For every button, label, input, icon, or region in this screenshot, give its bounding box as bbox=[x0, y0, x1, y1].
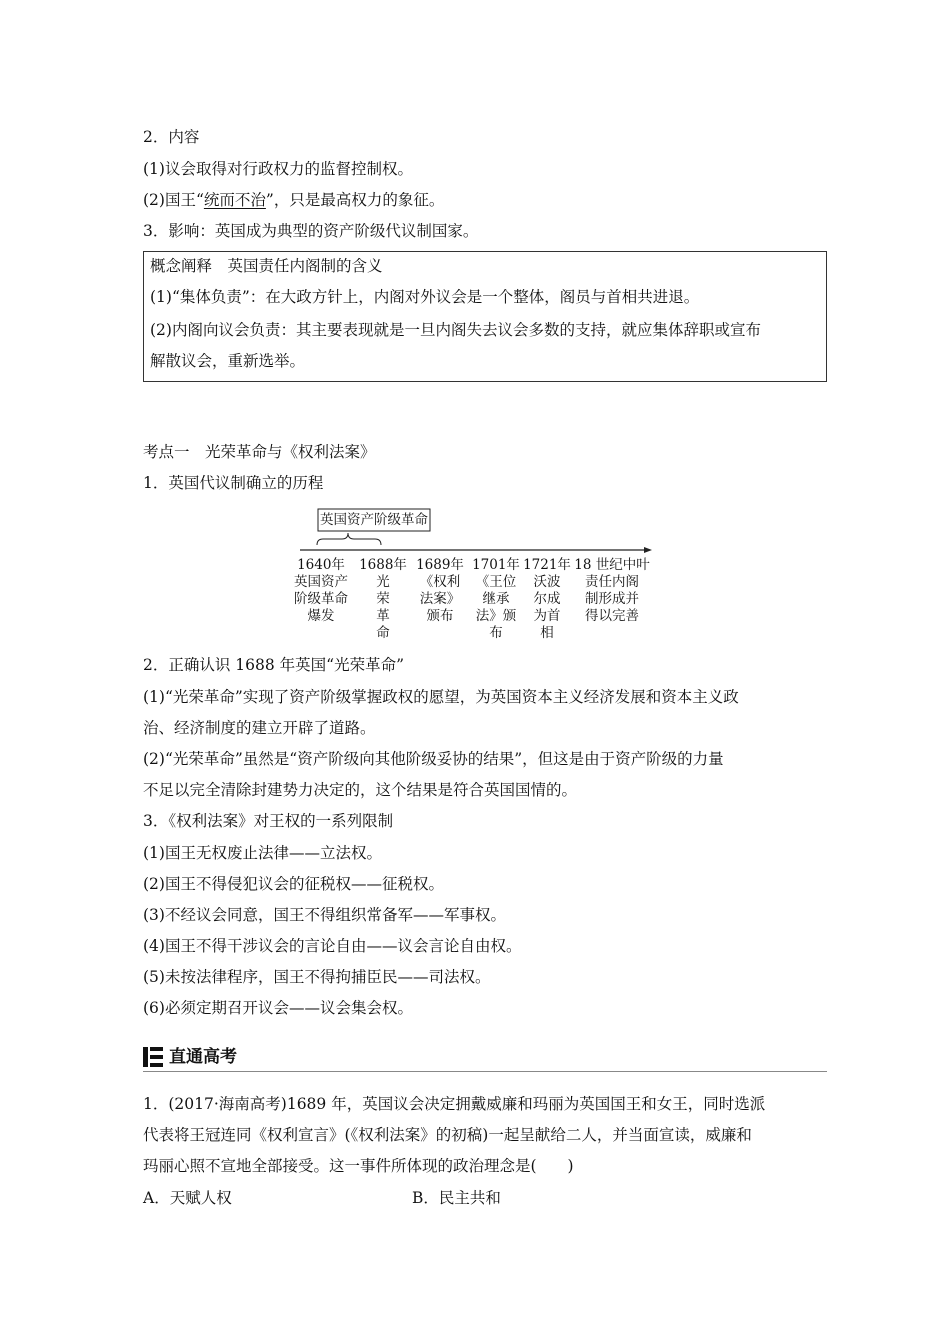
timeline-event-text: 阶级革命 bbox=[294, 591, 348, 607]
question1-line2: 代表将王冠连同《权利宣言》(《权利法案》的初稿)一起呈献给二人，并当面宣读，威廉和 bbox=[143, 1126, 752, 1144]
underlined-term: 统而不治 bbox=[203, 191, 266, 209]
section2-heading: 2．正确认识 1688 年英国“光荣革命” bbox=[143, 656, 405, 674]
question1-line3: 玛丽心照不宣地全部接受。这一事件所体现的政治理念是( ) bbox=[143, 1157, 574, 1175]
timeline-event-text: 法》颁 bbox=[475, 608, 517, 624]
heading-content: 2．内容 bbox=[143, 128, 200, 146]
timeline-arrow bbox=[644, 547, 652, 553]
heading-influence: 3．影响：英国成为典型的资产阶级代议制国家。 bbox=[143, 222, 479, 240]
section2-p2-line2: 不足以完全清除封建势力决定的，这个结果是符合英国国情的。 bbox=[143, 781, 578, 799]
restriction-item: (2)国王不得侵犯议会的征税权——征税权。 bbox=[143, 875, 444, 893]
timeline-event-text: 相 bbox=[540, 625, 554, 641]
timeline-event-text: 颁布 bbox=[426, 608, 454, 624]
timeline-event-text: 命 bbox=[376, 625, 390, 641]
timeline-event-text: 法案》 bbox=[419, 591, 461, 607]
content-item-2-pre: (2)国王“ bbox=[143, 191, 204, 209]
timeline-diagram bbox=[290, 505, 670, 645]
timeline-event-text: 革 bbox=[376, 608, 390, 624]
restriction-item: (1)国王无权废止法律——立法权。 bbox=[143, 844, 382, 862]
timeline-event-text: 尔成 bbox=[533, 591, 561, 607]
restriction-item: (6)必须定期召开议会——议会集会权。 bbox=[143, 999, 413, 1017]
timeline-event-text: 沃波 bbox=[533, 574, 561, 590]
kaodian-title: 考点一 光荣革命与《权利法案》 bbox=[143, 443, 376, 461]
timeline-event-year: 1701年 bbox=[472, 557, 520, 573]
timeline-event-text: 责任内阁 bbox=[585, 574, 639, 590]
timeline-event-text: 制形成并 bbox=[585, 591, 639, 607]
content-item-1: (1)议会取得对行政权力的监督控制权。 bbox=[143, 160, 413, 178]
content-item-2 bbox=[143, 189, 444, 211]
timeline-event-text: 爆发 bbox=[307, 608, 335, 624]
section-divider bbox=[143, 1071, 827, 1072]
concept-point-2-line1: (2)内阁向议会负责：其主要表现就是一旦内阁失去议会多数的支持，就应集体辞职或宣布 bbox=[150, 321, 761, 339]
section-bars-icon bbox=[143, 1047, 163, 1067]
timeline-event-text: 布 bbox=[489, 625, 503, 641]
option-b[interactable]: B．民主共和 bbox=[412, 1189, 501, 1207]
section2-p2-line1: (2)“光荣革命”虽然是“资产阶级向其他阶级妥协的结果”，但这是由于资产阶级的力量 bbox=[143, 750, 724, 768]
concept-box bbox=[143, 251, 827, 382]
timeline-event-text: 《权利 bbox=[419, 574, 461, 590]
restriction-item: (5)未按法律程序，国王不得拘捕臣民——司法权。 bbox=[143, 968, 491, 986]
concept-point-1: (1)“集体负责”：在大政方针上，内阁对外议会是一个整体，阁员与首相共进退。 bbox=[150, 288, 700, 306]
timeline-event-text: 得以完善 bbox=[585, 608, 639, 624]
timeline-event-text: 荣 bbox=[376, 591, 390, 607]
section2-p1-line1: (1)“光荣革命”实现了资产阶级掌握政权的愿望，为英国资本主义经济发展和资本主义政 bbox=[143, 688, 739, 706]
restriction-item: (4)国王不得干涉议会的言论自由——议会言论自由权。 bbox=[143, 937, 522, 955]
bracket-label: 英国资产阶级革命 bbox=[320, 512, 428, 528]
section2-p1-line2: 治、经济制度的建立开辟了道路。 bbox=[143, 719, 376, 737]
timeline-event bbox=[286, 557, 356, 625]
question1-line1: 1．(2017·海南高考)1689 年，英国议会决定拥戴威廉和玛丽为英国国王和女王，同时选派 bbox=[143, 1095, 766, 1113]
timeline-event-year: 1689年 bbox=[416, 557, 464, 573]
timeline-event-text: 继承 bbox=[482, 591, 510, 607]
timeline-event bbox=[353, 557, 413, 642]
kaodian-subtitle: 1．英国代议制确立的历程 bbox=[143, 474, 324, 492]
timeline-event-text: 为首 bbox=[533, 608, 561, 624]
timeline-event bbox=[517, 557, 577, 642]
timeline-event-year: 1721年 bbox=[523, 557, 571, 573]
timeline-event-year: 1640年 bbox=[297, 557, 345, 573]
timeline-event bbox=[410, 557, 470, 625]
section3-heading: 3．《权利法案》对王权的一系列限制 bbox=[143, 812, 394, 830]
timeline-event bbox=[572, 557, 652, 625]
timeline-brace bbox=[317, 533, 381, 545]
timeline-event-text: 《王位 bbox=[475, 574, 517, 590]
content-item-2-post: ”，只是最高权力的象征。 bbox=[265, 191, 445, 209]
option-a[interactable]: A．天赋人权 bbox=[143, 1189, 232, 1207]
timeline-event-text: 光 bbox=[376, 574, 390, 590]
zhitong-title: 直通高考 bbox=[169, 1047, 237, 1067]
restriction-item: (3)不经议会同意，国王不得组织常备军——军事权。 bbox=[143, 906, 506, 924]
concept-point-2-line2: 解散议会，重新选举。 bbox=[150, 352, 306, 370]
timeline-event-year: 18 世纪中叶 bbox=[574, 557, 650, 573]
timeline-event-text: 英国资产 bbox=[294, 574, 348, 590]
timeline-event-year: 1688年 bbox=[359, 557, 407, 573]
concept-box-title: 概念阐释 英国责任内阁制的含义 bbox=[150, 257, 383, 275]
